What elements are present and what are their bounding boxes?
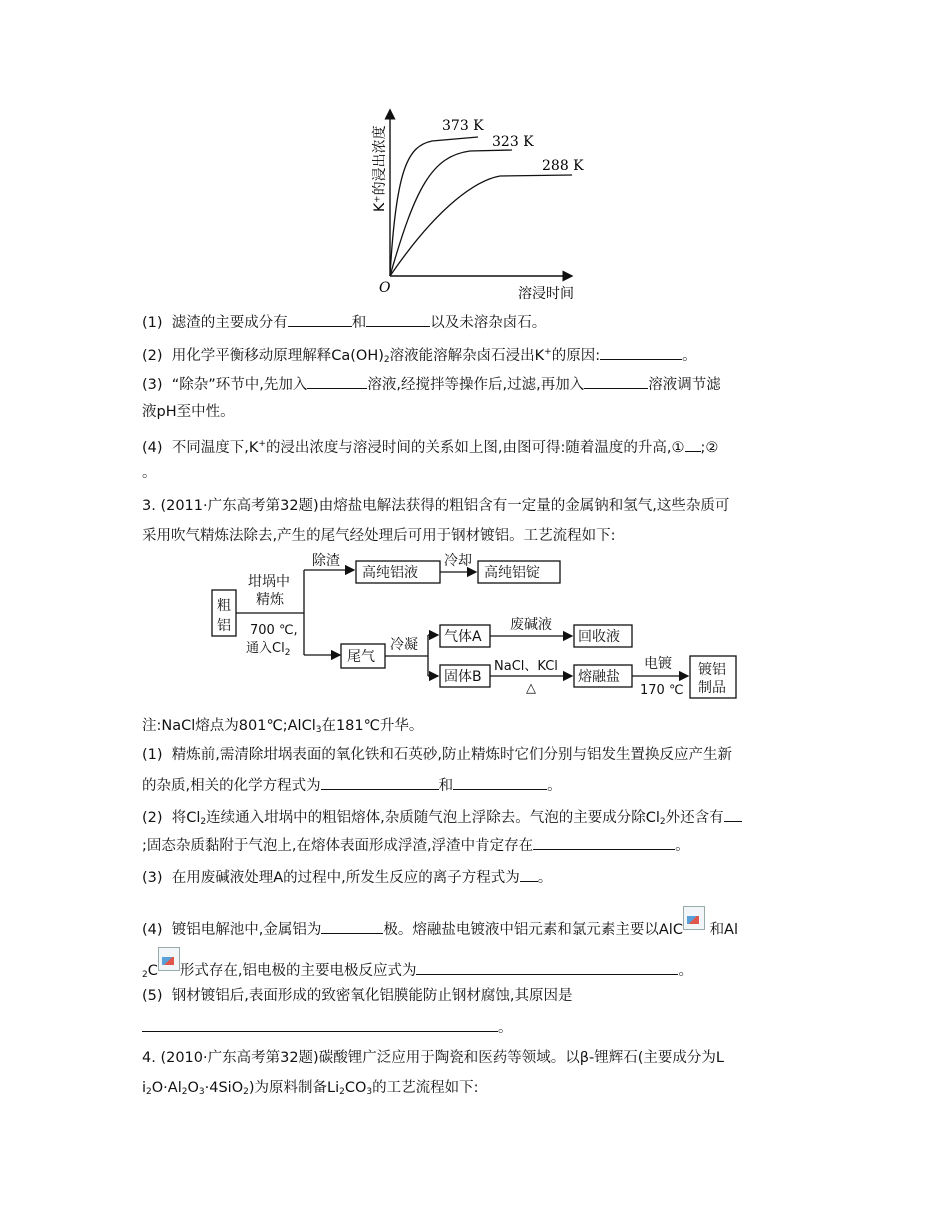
flow-cool: 冷却 (444, 553, 472, 569)
flow-product-2: 制品 (698, 680, 726, 696)
answer-blank[interactable] (685, 436, 701, 452)
flow-waste-alkali: 废碱液 (510, 617, 552, 633)
answer-blank[interactable] (453, 774, 547, 790)
q3-header-line1: 3. (2011·广东高考第32题)由熔盐电解法获得的粗铝含有一定量的金属钠和氢气,这些杂质可 (142, 498, 730, 514)
flow-salts: NaCl、KCl (494, 659, 558, 674)
broken-image-icon (158, 947, 180, 971)
q3-note: 注:NaCl熔点为801℃;AlCl$_3$在181℃升华。 (142, 718, 424, 735)
answer-blank[interactable] (366, 311, 430, 327)
answer-blank[interactable] (584, 373, 648, 389)
flow-step1-top-2: 精炼 (256, 592, 284, 608)
flow-solid-b: 固体B (444, 669, 482, 685)
y-axis-label: K⁺的浸出浓度 (372, 125, 388, 212)
answer-blank[interactable] (724, 806, 742, 822)
answer-blank[interactable] (321, 774, 439, 790)
answer-blank[interactable] (600, 344, 682, 360)
flow-recovered: 回收液 (578, 629, 620, 645)
flow-tail-gas: 尾气 (347, 649, 375, 665)
flow-condense: 冷凝 (390, 637, 418, 653)
q4-header-line1: 4. (2010·广东高考第32题)碳酸锂广泛应用于陶瓷和医药等领域。以β-锂辉石(主要成分为L (142, 1050, 724, 1066)
answer-blank[interactable] (533, 834, 675, 850)
q3-part3: (3) 在用废碱液处理A的过程中,所发生反应的离子方程式为 。 (142, 866, 552, 888)
q2-part1: (1) 滤渣的主要成分有 和 以及未溶杂卤石。 (142, 311, 546, 333)
flow-step1-bottom-1: 700 ℃, (250, 623, 298, 638)
q3-header-line2: 采用吹气精炼法除去,产生的尾气经处理后可用于钢材镀铝。工艺流程如下: (142, 528, 616, 544)
q3-part4-cont: $_2$C 形式存在,铝电极的主要电极反应式为 。 (142, 947, 693, 985)
flow-plating: 电镀 (644, 656, 672, 672)
answer-blank[interactable] (288, 311, 352, 327)
q2-part3-cont: 液pH至中性。 (142, 404, 235, 420)
flow-temp: 170 ℃ (640, 683, 684, 698)
legend-288k: 288 K (542, 158, 584, 174)
q2-part2: (2) 用化学平衡移动原理解释$Ca(OH)_2$溶液能溶解杂卤石浸出K+的原因: 。 (142, 342, 697, 370)
answer-blank[interactable] (307, 373, 367, 389)
q3-part5: (5) 钢材镀铝后,表面形成的致密氧化铝膜能防止钢材腐蚀,其原因是 (142, 988, 573, 1004)
leaching-chart (360, 108, 600, 306)
flow-heat: △ (526, 681, 536, 696)
q3-part2: (2) 将$Cl_2$连续通入坩埚中的粗铝熔体,杂质随气泡上浮除去。气泡的主要成分除$Cl_2$外还含有 (142, 806, 742, 832)
curve-323k (390, 150, 512, 276)
flow-product-1: 镀铝 (698, 662, 726, 678)
flow-liquid: 高纯铝液 (362, 565, 418, 581)
flow-raw-1: 粗 (217, 598, 231, 614)
flow-molten-salt: 熔融盐 (578, 669, 620, 685)
curve-373k (390, 137, 478, 276)
q4-header-line2: $i_2O\cdot Al_2O_3\cdot 4SiO_2$)为原料制备$Li_2CO_3$的工艺流程如下: (142, 1080, 479, 1097)
answer-blank[interactable] (142, 1016, 498, 1032)
flow-gas-a: 气体A (444, 629, 482, 645)
process-flow-diagram (204, 552, 764, 704)
q2-part4-cont: 。 (142, 465, 157, 481)
x-axis-label: 溶浸时间 (518, 286, 574, 302)
flow-ingot: 高纯铝锭 (484, 565, 540, 581)
answer-blank[interactable] (520, 866, 538, 882)
flow-raw-2: 铝 (217, 618, 231, 634)
flow-step1-top-1: 坩埚中 (248, 574, 290, 590)
answer-blank[interactable] (416, 959, 678, 975)
flow-step1-bottom-2: 通入$Cl_2$ (246, 641, 291, 658)
flow-slag: 除渣 (312, 553, 340, 569)
q3-part1: (1) 精炼前,需清除坩埚表面的氧化铁和石英砂,防止精炼时它们分别与铝发生置换反应产生新 (142, 747, 732, 763)
origin-label: O (379, 280, 391, 296)
q3-part2-cont: ;固态杂质黏附于气泡上,在熔体表面形成浮渣,浮渣中肯定存在 。 (142, 834, 690, 856)
broken-image-icon (683, 906, 705, 930)
q3-part1-cont: 的杂质,相关的化学方程式为 和 。 (142, 774, 562, 796)
answer-blank[interactable] (321, 918, 383, 934)
q3-part4: (4) 镀铝电解池中,金属铝为 极。熔融盐电镀液中铝元素和氯元素主要以AlC 和Al (142, 906, 738, 940)
q2-part4: (4) 不同温度下,K+的浸出浓度与溶浸时间的关系如上图,由图可得:随着温度的升高,① ;② (142, 434, 718, 458)
q3-part5-cont: 。 (142, 1016, 513, 1038)
curve-288k (390, 175, 572, 276)
q2-part3: (3) “除杂”环节中,先加入 溶液,经搅拌等操作后,过滤,再加入 溶液调节滤 (142, 373, 721, 395)
legend-373k: 373 K (442, 118, 484, 134)
legend-323k: 323 K (492, 134, 534, 150)
